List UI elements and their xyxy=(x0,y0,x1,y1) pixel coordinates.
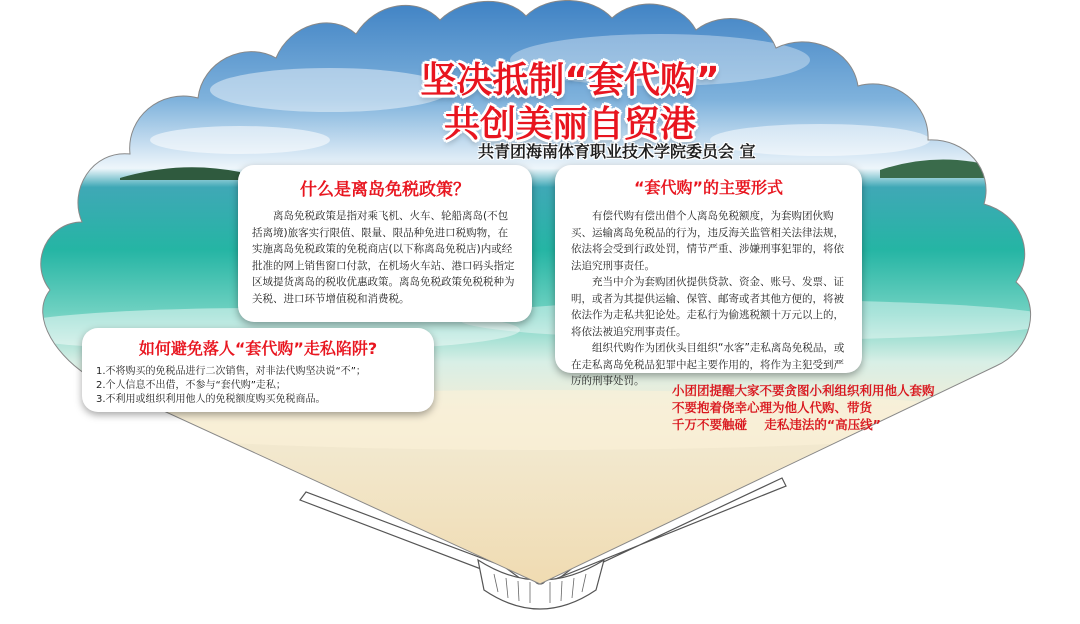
main-title-line1: 坚决抵制“套代购” xyxy=(420,60,720,101)
organizer-subtitle: 共青团海南体育职业技术学院委员会 宣 xyxy=(478,142,756,161)
reminder-line: 小团团提醒大家不要贪图小利组织利用他人套购 xyxy=(672,383,935,398)
policy-card xyxy=(238,165,532,322)
reminder-text xyxy=(672,382,935,433)
policy-heading: 什么是离岛免税政策？ xyxy=(300,180,470,200)
avoid-item: 1.不将购买的免税品进行二次销售，对非法代购坚决说“不”； xyxy=(96,366,366,377)
avoid-card xyxy=(82,328,434,412)
avoid-item: 3.不利用或组织利用他人的免税额度购买免税商品。 xyxy=(96,394,326,405)
policy-text: 离岛免税政策是指对乘飞机、火车、轮船离岛(不包括离境)旅客实行限值、限量、限品种免进口税购物，在实施离岛免税政策的免税商店(以下称离岛免税店)内或经批准的网上销售窗口付款，在机场火车站、港口码头指定区域提货离岛的税收优惠政策。离岛免税政策免税税种为关税、进口环节增值税和消费税。 xyxy=(252,210,515,305)
forms-paragraph: 有偿代购有偿出借个人离岛免税额度，为套购团伙购买、运输离岛免税品的行为，违反海关监管相关法律法规，依法将会受到行政处罚，情节严重、涉嫌刑事犯罪的，将依法追究刑事责任。 xyxy=(571,210,844,272)
main-title-line2: 共创美丽自贸港 xyxy=(443,104,696,145)
forms-paragraph: 组织代购作为团伙头目组织“水客”走私离岛免税品，或在走私离岛免税品犯罪中起主要作用的，将作为主犯受到严厉的刑事处罚。 xyxy=(571,342,845,387)
avoid-heading: 如何避免落人“套代购”走私陷阱? xyxy=(138,339,378,358)
reminder-line: 不要抱着侥幸心理为他人代购、带货 xyxy=(672,400,873,415)
avoid-item: 2.个人信息不出借，不参与“套代购”走私； xyxy=(96,380,286,391)
reminder-line: 千万不要触碰 走私违法的“高压线” xyxy=(672,417,881,432)
forms-heading: “套代购”的主要形式 xyxy=(633,178,784,197)
forms-card xyxy=(555,165,862,387)
forms-paragraph: 充当中介为套购团伙提供贷款、资金、账号、发票、证明，或者为其提供运输、保管、邮寄或者其他方便的，将被依法作为走私共犯论处。走私行为偷逃税额十万元以上的，将依法被追究刑事责任。 xyxy=(571,276,844,338)
